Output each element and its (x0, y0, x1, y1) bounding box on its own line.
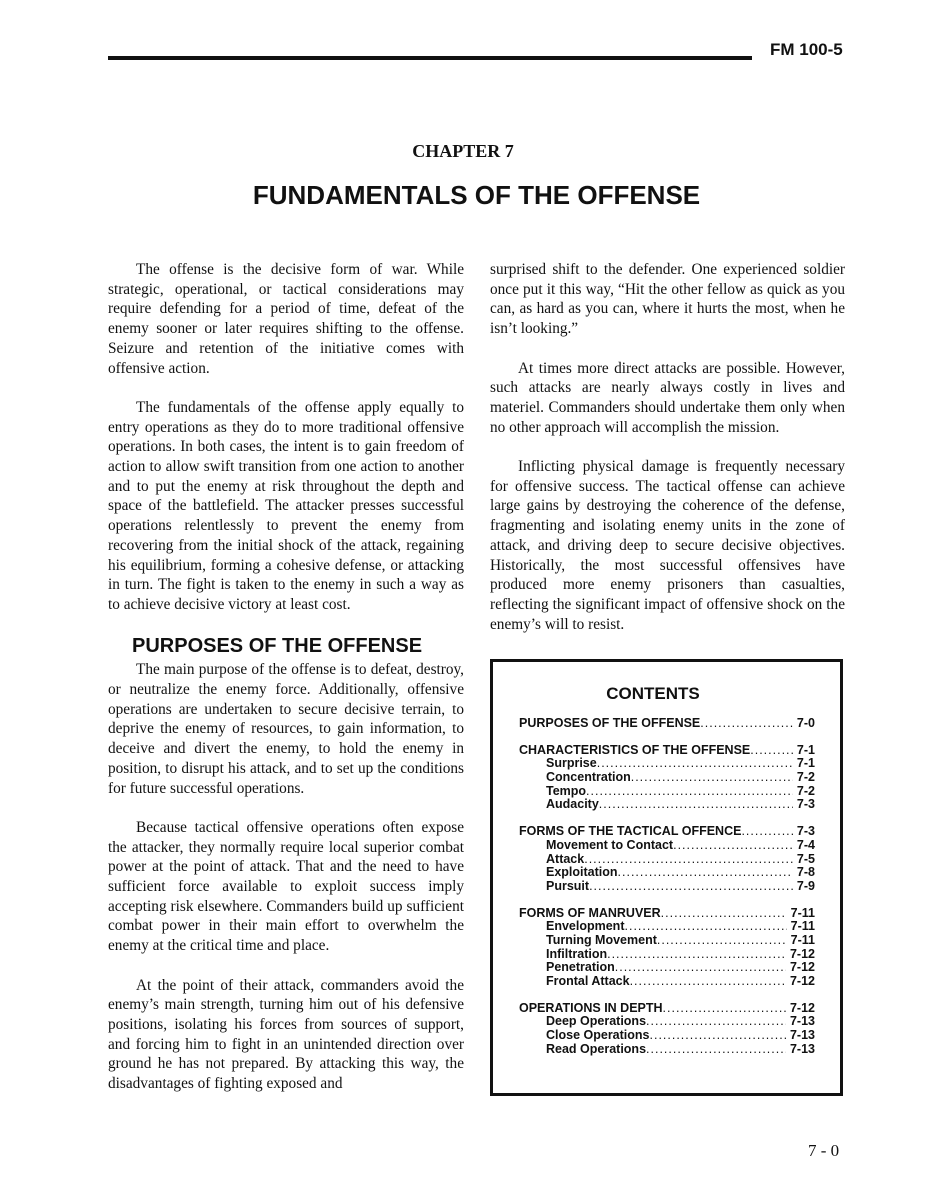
left-column (108, 260, 464, 1113)
table-of-contents (519, 717, 815, 1069)
toc-subentry[interactable]: Envelopment ..... 7-11 (519, 920, 815, 934)
toc-group (519, 1002, 815, 1057)
contents-box (490, 659, 843, 1096)
intro-paragraph: The offense is the decisive form of war. While strategic, operational, or tactical considerations may require defending for a period of time, defeat of the enemy sooner or later requires shifting to the offense. Seizure and retention of the initiative comes with offensive action. (108, 261, 464, 377)
toc-subentry[interactable]: Read Operations ..... 7-13 (519, 1043, 815, 1057)
toc-subentry[interactable]: Audacity ..... 7-3 (519, 798, 815, 812)
toc-subentry[interactable]: Infiltration ..... 7-12 (519, 948, 815, 962)
toc-subentry[interactable]: Close Operations ..... 7-13 (519, 1029, 815, 1043)
toc-subentry[interactable]: Pursuit ..... 7-9 (519, 880, 815, 894)
toc-entry-operations-in-depth[interactable]: OPERATIONS IN DEPTH ..... 7-12 (519, 1002, 815, 1016)
intro-paragraph: The fundamentals of the offense apply equally to entry operations as they do to more traditional offensive operations. In both cases, the intent is to gain freedom of action to allow swift transition from one action to another and to put the enemy at risk throughout the depth and space of the battlefield. The attacker presses successful operations relentlessly to prevent the enemy from recovering from the initial shock of the attack, regaining his equilibrium, forming a cohesive defense, or attacking in turn. The fight is taken to the enemy in such a way as to achieve decisive victory at least cost. (108, 398, 464, 613)
toc-group (519, 907, 815, 989)
body-paragraph: surprised shift to the defender. One experienced soldier once put it this way, “Hit the other fellow as quick as you can, as hard as you can, where it hurts the most, when he isn’t looking.” (490, 261, 845, 338)
toc-group (519, 744, 815, 812)
toc-subentry[interactable]: Frontal Attack ..... 7-12 (519, 975, 815, 989)
chapter-label: CHAPTER 7 (412, 141, 514, 161)
toc-subentry[interactable]: Surprise ..... 7-1 (519, 757, 815, 771)
body-paragraph: At times more direct attacks are possible. However, such attacks are nearly always costly in lives and materiel. Commanders should undertake them only when no other approach will accomplish the mission. (490, 359, 845, 436)
toc-entry-forms-tactical-offence[interactable]: FORMS OF THE TACTICAL OFFENCE ..... 7-3 (519, 825, 815, 839)
header-rule (108, 56, 752, 60)
chapter-title: FUNDAMENTALS OF THE OFFENSE (252, 180, 701, 210)
section-heading: PURPOSES OF THE OFFENSE (132, 635, 423, 658)
toc-subentry[interactable]: Tempo ..... 7-2 (519, 785, 815, 799)
toc-subentry[interactable]: Turning Movement ..... 7-11 (519, 934, 815, 948)
page-number: 7 - 0 (808, 1141, 840, 1160)
toc-subentry[interactable]: Exploitation ..... 7-8 (519, 866, 815, 880)
toc-entry-forms-of-maneuver[interactable]: FORMS OF MANRUVER ..... 7-11 (519, 907, 815, 921)
section-paragraph: At the point of their attack, commanders avoid the enemy’s main strength, turning him out of his defensive positions, isolating his forces from sources of support, and forcing him to fight in an unintended direction over ground he has not prepared. By attacking this way, the disadvantages of fighting exposed and (108, 976, 464, 1093)
toc-group (519, 717, 815, 731)
section-paragraph: The main purpose of the offense is to defeat, destroy, or neutralize the enemy force. Additionally, offensive operations are undertaken to secure decisive terrain, to deprive the enemy of resources, to gain information, to deceive and divert the enemy, to hold the enemy in position, to disrupt his attack, and to set up the conditions for future successful operations. (108, 661, 464, 797)
toc-subentry[interactable]: Penetration ..... 7-12 (519, 961, 815, 975)
toc-entry-characteristics[interactable]: CHARACTERISTICS OF THE OFFENSE ..... 7-1 (519, 744, 815, 758)
toc-subentry[interactable]: Attack ..... 7-5 (519, 853, 815, 867)
section-paragraph: Because tactical offensive operations often expose the attacker, they normally require local superior combat power at the point of attack. That and the need to have sufficient force available to exploit success imply accepting risk elsewhere. Commanders build up sufficient combat power in their main effort to overwhelm the enemy at the critical time and place. (108, 818, 464, 955)
contents-title: CONTENTS (606, 684, 700, 703)
toc-entry-purposes[interactable]: PURPOSES OF THE OFFENSE ..... 7-0 (519, 717, 815, 731)
toc-subentry[interactable]: Movement to Contact ..... 7-4 (519, 839, 815, 853)
toc-group (519, 825, 815, 893)
document-id: FM 100-5 (770, 40, 843, 59)
toc-subentry[interactable]: Deep Operations ..... 7-13 (519, 1015, 815, 1029)
right-column (490, 260, 845, 654)
body-paragraph: Inflicting physical damage is frequently necessary for offensive success. The tactical offense can achieve large gains by destroying the coherence of the defense, fragmenting and isolating enemy units in the zone of attack, and driving deep to secure decisive objectives. Historically, the most successful offensives have produced more enemy prisoners than casualties, reflecting the significant impact of offensive shock on the enemy’s will to resist. (490, 458, 845, 633)
toc-subentry[interactable]: Concentration ..... 7-2 (519, 771, 815, 785)
